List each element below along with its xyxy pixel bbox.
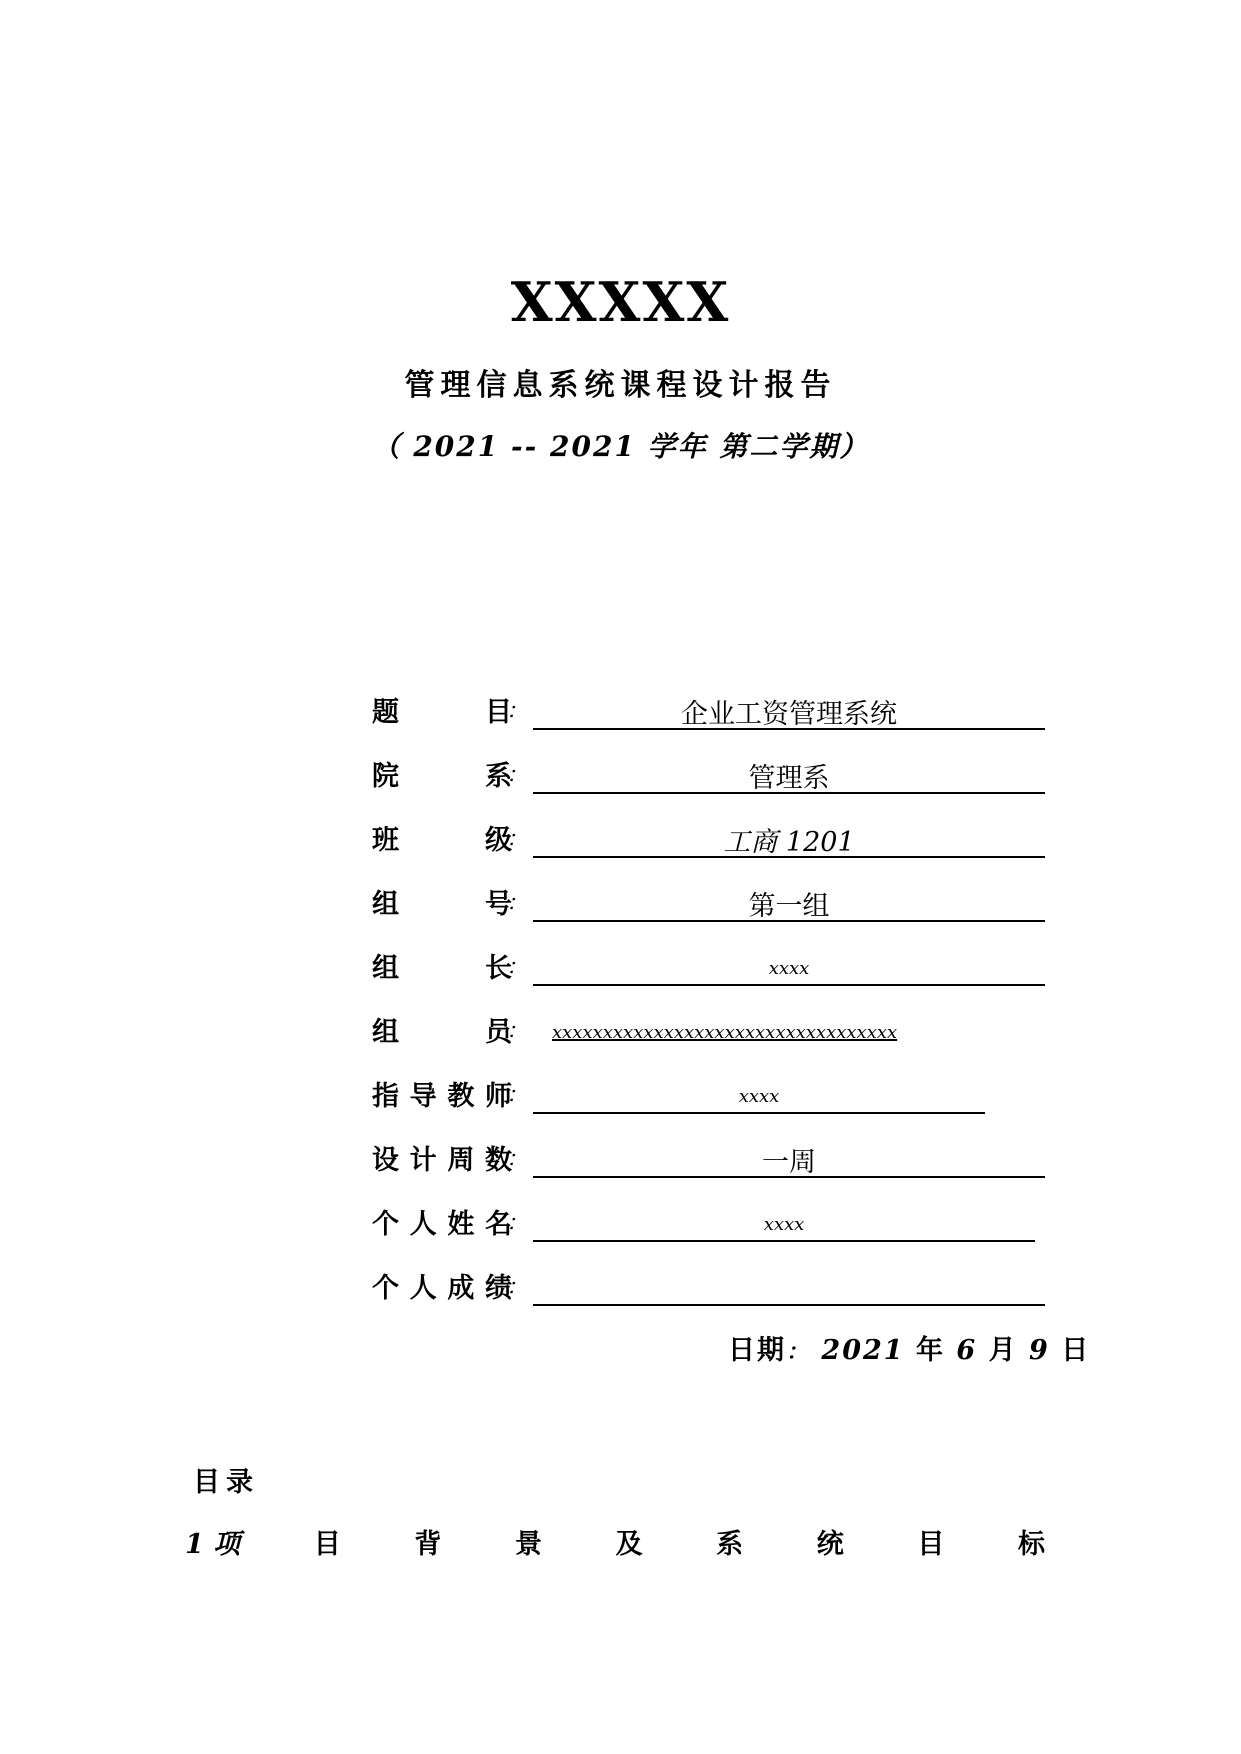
underline [533,1240,1035,1242]
field-value: 一周 [762,1147,816,1178]
field-label: 组 长 [372,953,512,984]
colon: ： [506,1211,529,1236]
school-name: XXXXX [510,270,731,334]
colon: ： [506,1147,529,1172]
underline [533,1112,985,1114]
date-day: 9 [1029,1335,1050,1366]
colon: ： [506,1019,529,1044]
field-value: xxxx [738,1086,780,1107]
field-value: 企业工资管理系统 [681,699,897,730]
field-label: 题 目 [372,697,512,728]
toc-item[interactable]: 1 项 目 背 景 及 系 统 目 标 [185,1529,1045,1560]
field-label: 院 系 [372,761,512,792]
field-value: xxxx [763,1214,805,1235]
underline [533,1304,1045,1306]
field-label: 个 人 姓 名 [372,1209,512,1240]
colon: ： [506,891,529,916]
date-year: 2021 [821,1335,905,1366]
field-value: xxxx [768,958,810,979]
date-month: 6 [956,1335,978,1366]
field-value: 第一组 [748,891,830,922]
colon: ： [506,699,529,724]
field-label: 设 计 周 数 [372,1145,512,1176]
date-day-unit: 日 [1061,1335,1091,1366]
report-title: 管理信息系统课程设计报告 [404,368,837,403]
field-label: 组 号 [372,889,512,920]
colon: ： [506,1275,529,1300]
field-value: xxxxxxxxxxxxxxxxxxxxxxxxxxxxxxxxxx [552,1022,898,1043]
date-label: 日期 [728,1335,786,1366]
date-month-unit: 月 [988,1335,1018,1366]
field-label: 组 员 [372,1017,512,1048]
colon: ： [506,827,529,852]
field-value: 管理系 [748,763,830,794]
colon: ： [506,955,529,980]
toc-heading: 目录 [193,1467,259,1498]
term: （ 2021 -- 2021 学年 第二学期） [371,430,870,463]
field-label: 班 级 [372,825,512,856]
field-label: 个 人 成 绩 [372,1273,512,1304]
colon: ： [506,763,529,788]
underline [533,984,1045,986]
field-value: 工商 1201 [723,827,855,858]
colon: ： [506,1083,529,1108]
date-line [728,1328,1090,1367]
date-colon: ： [786,1339,811,1365]
field-label: 指 导 教 师 [372,1081,512,1112]
date-year-unit: 年 [915,1335,945,1366]
